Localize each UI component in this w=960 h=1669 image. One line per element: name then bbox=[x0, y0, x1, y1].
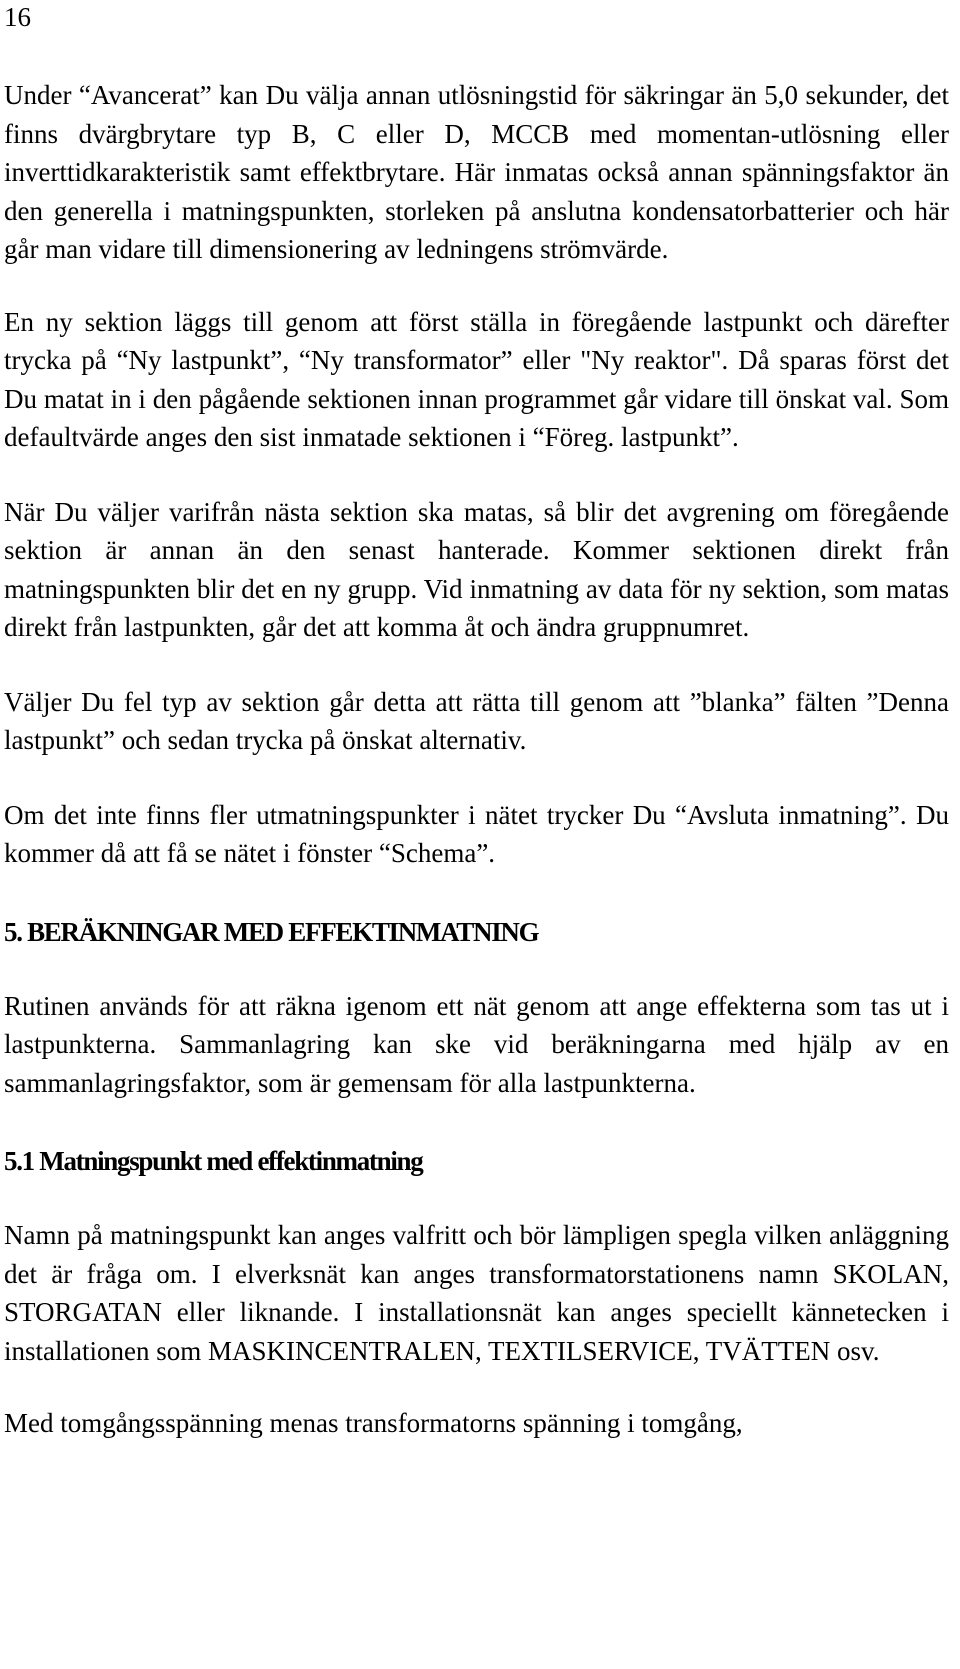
page-number: 16 bbox=[4, 2, 31, 32]
paragraph-routine: Rutinen används för att räkna igenom ett nät genom att ange effekterna som tas ut i lastpunkterna. Sammanlagring kan ske vid beräkningarna med hjälp av en sammanlagringsfaktor, som är gemensam för alla lastpunkterna. bbox=[4, 990, 949, 1098]
paragraph-finish-input: Om det inte finns fler utmatningspunkter i nätet trycker Du “Avsluta inmatning”. Du kommer då att få se nätet i fönster “Schema”. bbox=[4, 799, 949, 868]
paragraph-new-section: En ny sektion läggs till genom att först ställa in föregående lastpunkt och därefter trycka på “Ny lastpunkt”, “Ny transformator” eller "Ny reaktor". Då sparas först det Du matat in i den pågående sektionen innan programmet går vidare till önskat val. Som defaultvärde anges den sist inmatade sektionen i “Föreg. lastpunkt”. bbox=[4, 306, 949, 452]
page-body bbox=[4, 76, 949, 1443]
paragraph-advanced-settings: Under “Avancerat” kan Du välja annan utlösningstid för säkringar än 5,0 sekunder, det finns dvärgbrytare typ B, C eller D, MCCB med momentan-utlösning eller inverttidkarakteristik samt effektbrytare. Här inmatas också annan spänningsfaktor än den generella i matningspunkten, storleken på anslutna kondensatorbatterier och här går man vidare till dimensionering av ledningens strömvärde. bbox=[4, 80, 949, 264]
paragraph-no-load-voltage: Med tomgångsspänning menas transformatorns spänning i tomgång, bbox=[4, 1408, 743, 1438]
subsection-heading-feed-point: 5.1 Matningspunkt med effektinmatning bbox=[4, 1146, 423, 1176]
paragraph-feed-point-name: Namn på matningspunkt kan anges valfritt och bör lämpligen spegla vilken anläggning det är fråga om. I elverksnät kan anges transformatorstationens namn SKOLAN, STORGATAN eller liknande. I installationsnät kan anges speciellt kännetecken i installationen som MASKINCENTRALEN, TEXTILSERVICE, TVÄTTEN osv. bbox=[4, 1220, 949, 1366]
paragraph-wrong-section: Väljer Du fel typ av sektion går detta att rätta till genom att ”blanka” fälten ”Denna lastpunkt” och sedan trycka på önskat alternativ. bbox=[4, 686, 949, 755]
paragraph-branching: När Du väljer varifrån nästa sektion ska matas, så blir det avgrening om föregående sektion är annan än den senast hanterade. Kommer sektionen direkt från matningspunkten blir det en ny grupp. Vid inmatning av data för ny sektion, som matas direkt från lastpunkten, går det att komma åt och ändra gruppnumret. bbox=[4, 496, 949, 642]
section-heading-power-calculations: 5. BERÄKNINGAR MED EFFEKTINMATNING bbox=[4, 916, 539, 947]
